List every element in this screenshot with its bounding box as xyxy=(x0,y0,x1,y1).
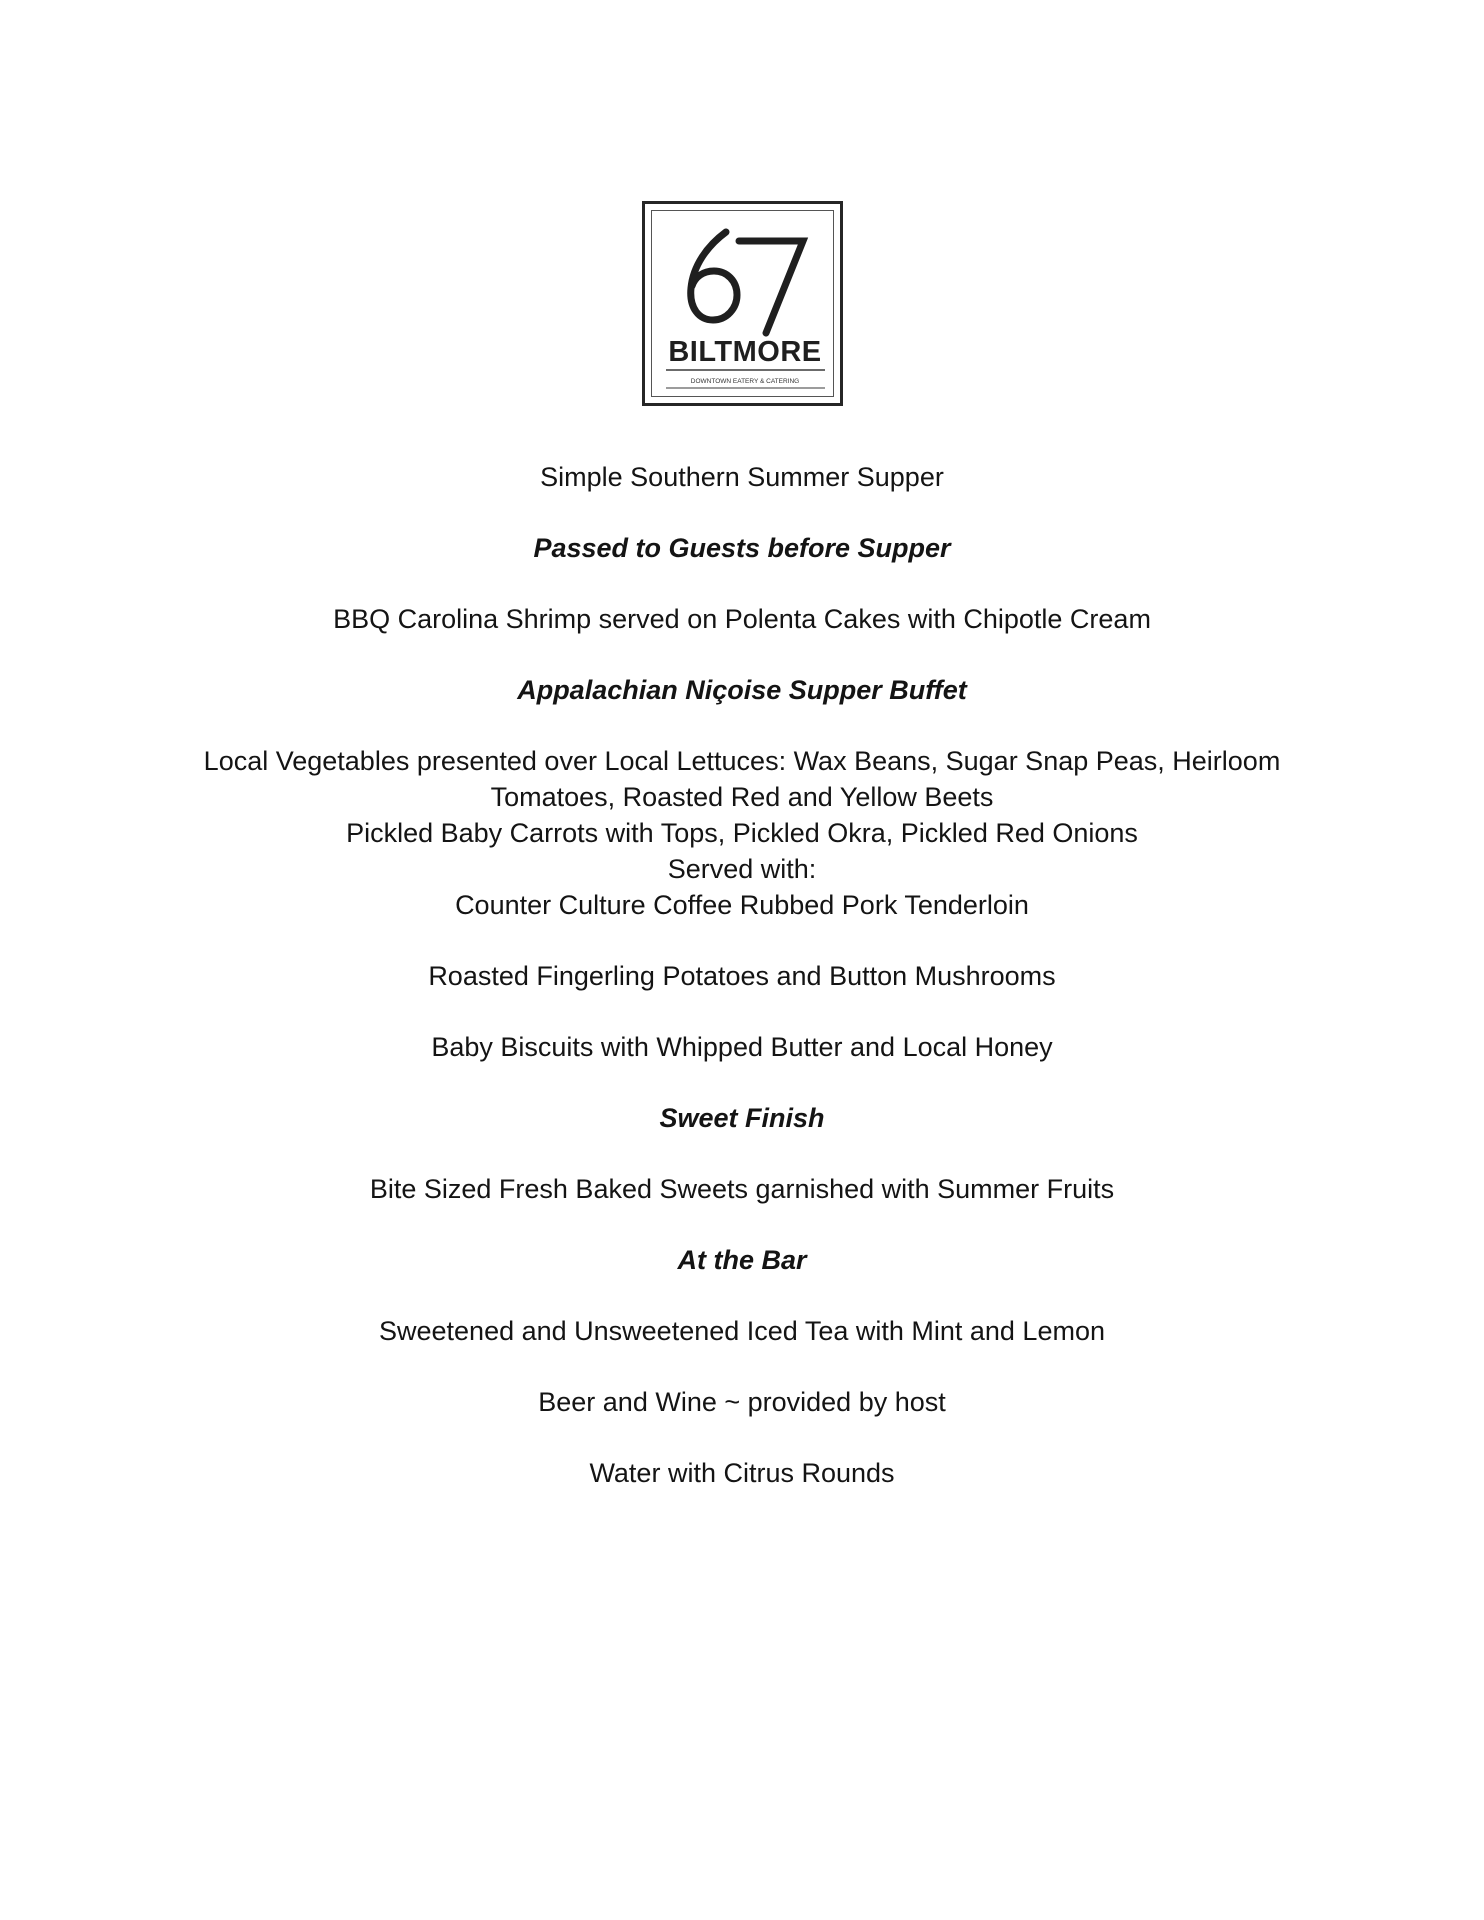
menu-item: Pickled Baby Carrots with Tops, Pickled Okra, Pickled Red Onions xyxy=(346,818,1138,848)
section-heading-bar: At the Bar xyxy=(677,1245,807,1275)
menu-title: Simple Southern Summer Supper xyxy=(540,462,944,492)
logo-graphic xyxy=(645,204,846,409)
menu-item: Sweetened and Unsweetened Iced Tea with Mint and Lemon xyxy=(379,1316,1105,1346)
section-heading-passed: Passed to Guests before Supper xyxy=(533,533,951,563)
restaurant-logo xyxy=(642,201,843,406)
menu-item: Served with: xyxy=(667,854,817,884)
menu-item: Beer and Wine ~ provided by host xyxy=(538,1387,946,1417)
menu-item: Local Vegetables presented over Local Lettuces: Wax Beans, Sugar Snap Peas, Heirloom xyxy=(203,746,1281,776)
logo-name-text: BILTMORE xyxy=(668,336,822,368)
section-heading-sweet: Sweet Finish xyxy=(659,1103,825,1133)
menu-item: Bite Sized Fresh Baked Sweets garnished with Summer Fruits xyxy=(369,1174,1115,1204)
menu-item: BBQ Carolina Shrimp served on Polenta Cakes with Chipotle Cream xyxy=(333,604,1151,634)
logo-digit-seven xyxy=(739,241,803,333)
section-heading-buffet: Appalachian Niçoise Supper Buffet xyxy=(517,675,967,705)
menu-content xyxy=(140,459,1344,1491)
logo-digit-six xyxy=(691,232,737,320)
menu-item: Baby Biscuits with Whipped Butter and Local Honey xyxy=(431,1032,1053,1062)
menu-item: Counter Culture Coffee Rubbed Pork Tenderloin xyxy=(455,890,1029,920)
menu-item: Water with Citrus Rounds xyxy=(589,1458,895,1488)
menu-item: Tomatoes, Roasted Red and Yellow Beets xyxy=(490,782,994,812)
menu-item: Roasted Fingerling Potatoes and Button Mushrooms xyxy=(428,961,1056,991)
logo-tagline-text: DOWNTOWN EATERY & CATERING xyxy=(690,378,800,385)
